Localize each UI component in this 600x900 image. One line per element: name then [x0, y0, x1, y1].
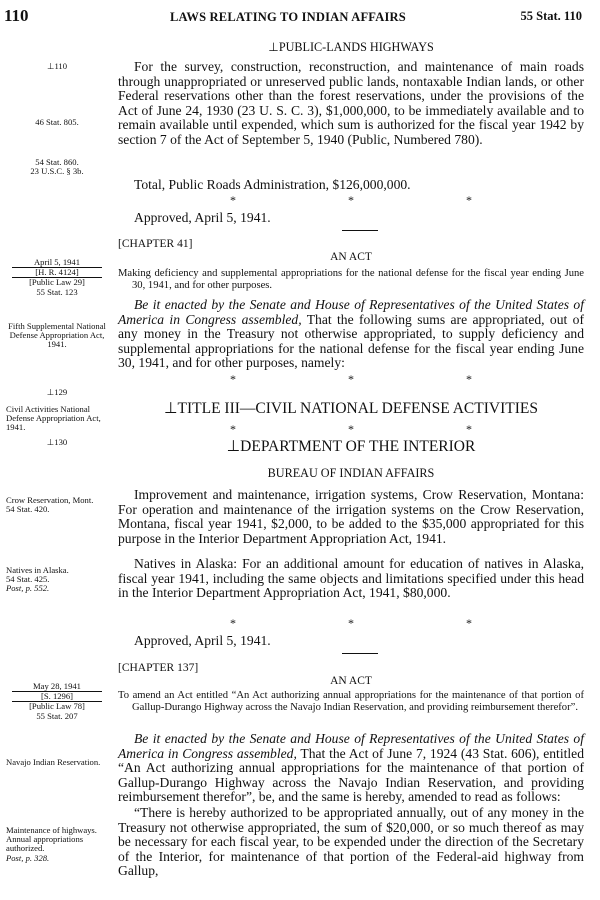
- margin-note-54-stat: 54 Stat. 860.: [35, 157, 79, 167]
- chapter-137-label: [CHAPTER 137]: [118, 662, 199, 674]
- crow-reservation-paragraph: Improvement and maintenance, irrigation systems, Crow Reservation, Montana: For operation and maintenance of the irrigation systems on the Crow Reservation, Montana, fiscal year 1941, $2,000, to be added to the $35,000 appropriated for this purpose in the Interior Department Appropriation Act, 1941.: [118, 487, 584, 546]
- chapter-137-enacting-clause: Be it enacted by the Senate and House of Representatives of the United States of America in Congress assembled, That the Act of June 7, 1924 (43 Stat. 606), entitled “An Act authorizing annual appropriations for the maintenance of that portion of Gallup-Durango Highway across the Navajo Indian Reservation, and providing reimbursement therefor”, be, and the same is hereby, amended to read as follows:: [118, 731, 584, 805]
- margin-navajo-reservation: Navajo Indian Reservation.: [6, 757, 101, 767]
- margin-date-april-5: April 5, 1941 [H. R. 4124] [Public Law 29] 55 Stat. 123: [4, 258, 110, 297]
- margin-mark-129: ⊥129: [46, 387, 68, 397]
- margin-crow-reservation: Crow Reservation, Mont. 54 Stat. 420.: [6, 495, 94, 515]
- section-heading-public-lands-highways: ⊥PUBLIC-LANDS HIGHWAYS: [268, 40, 434, 54]
- title-iii-heading: ⊥TITLE III—CIVIL NATIONAL DEFENSE ACTIVITIES: [164, 400, 538, 417]
- chapter-41-an-act: AN ACT: [330, 251, 372, 263]
- approved-line-1: Approved, April 5, 1941.: [134, 210, 271, 225]
- bureau-indian-affairs-heading: BUREAU OF INDIAN AFFAIRS: [267, 466, 435, 480]
- chapter-137-an-act: AN ACT: [330, 675, 372, 687]
- margin-fifth-supplemental: Fifth Supplemental National Defense Appropriation Act, 1941.: [8, 321, 106, 350]
- stat-reference: 55 Stat. 110: [520, 9, 582, 23]
- document-page: 110 LAWS RELATING TO INDIAN AFFAIRS 55 Stat. 110 ⊥PUBLIC-LANDS HIGHWAYS ⊥110 For the survey, construction, reconstruction, and maintenance of main roads through unappropriated or unreserved public lands, nontaxable Indian lands, or other Federal reservations other than the forest reservations, under the provisions of the Act of June 24, 1930 (23 U. S. C. 3), $1,000,000, to be immediately available and to remain available until expended, which sum is authorized for the fiscal year 1942 by section 7 of the Act of September 5, 1940 (Public, Numbered 780). 46 Stat. 805. 54 Stat. 860. 23 U.S.C. § 3b. Total, Public Roads Administration, $126,000,000. * * * Approved, April 5, 1941. [CHAPTER 41] AN ACT April 5, 1941 [H. R. 4124] [Public Law 29] 55 Stat. 123 Making deficiency and supplemental appropriations for the national defense for the fiscal year ending June 30, 1941, and for other purposes. Be it enacted by the Senate and House of Representatives of the United States of America in Congress assembled, That the following sums are appropriated, out of any money in the Treasury not otherwise appropriated, to supply deficiency and supplemental appropriations for the national defense for the fiscal year ending June 30, 1941, and for other purposes, namely: Fifth Supplemental National Defense Appropriation Act, 1941. * * * ⊥129 ⊥TITLE III—CIVIL NATIONAL DEFENSE ACTIVITIES Civil Activities National Defense Appropriation Act, 1941. * * * ⊥130 ⊥DEPARTMENT OF THE INTERIOR BUREAU OF INDIAN AFFAIRS Crow Reservation, Mont. 54 Stat. 420. Improvement and maintenance, irrigation systems, Crow Reservation, Montana: For operation and maintenance of the irrigation systems on the Crow Reservation, Montana, fiscal year 1941, $2,000, to be added to the $35,000 appropriated for this purpose in the Interior Department Appropriation Act, 1941. Natives in Alaska. 54 Stat. 425. Post, p. 552. Natives in Alaska: For an additional amount for education of natives in Alaska, fiscal year 1941, including the same objects and limitations specified under this head in the Interior Department Appropriation Act, 1941, $80,000. * * * Approved, April 5, 1941. [CHAPTER 137] AN ACT May 28, 1941 [S. 1296] [Public Law 78] 55 Stat. 207 To amend an Act entitled “An Act authorizing annual appropriations for the maintenance of that portion of Gallup-Durango Highway across the Navajo Indian Reservation, and providing reimbursement therefor”. Be it enacted by the Senate and House of Representatives of the United States of America in Congress assembled, That the Act of June 7, 1924 (43 Stat. 606), entitled “An Act authorizing annual appropriations for the maintenance of that portion of Gallup-Durango Highway across the Navajo Indian Reservation, and providing reimbursement therefor”, be, and the same is hereby, amended to read as follows: Navajo Indian Reservation. “There is hereby authorized to be appropriated annually, out of any money in the Treasury not otherwise appropriated, the sum of $20,000, or so much thereof as may be necessary for each fiscal year, to be expended under the direction of the Secretary of the Interior, for maintenance of that portion of the Federal-aid highway from Gallup, Maintenance of highways. Annual appropriations authorized. Post, p. 328.: [4, 6, 584, 879]
- chapter-41-title: Making deficiency and supplemental appropriations for the national defense for the fiscal year ending June 30, 1941, and for other purposes.: [118, 268, 584, 291]
- chapter-41-label: [CHAPTER 41]: [118, 238, 193, 250]
- page-number: 110: [4, 6, 29, 25]
- approved-line-2: Approved, April 5, 1941.: [134, 633, 271, 648]
- public-lands-paragraph: For the survey, construction, reconstruction, and maintenance of main roads through unappropriated or unreserved public lands, nontaxable Indian lands, or other Federal reservations other than the forest reservations, under the provisions of the Act of June 24, 1930 (23 U. S. C. 3), $1,000,000, to be immediately available and to remain available until expended, which sum is authorized for the fiscal year 1942 by section 7 of the Act of September 5, 1940 (Public, Numbered 780).: [118, 59, 584, 147]
- chapter-137-quoted-text: “There is hereby authorized to be appropriated annually, out of any money in the Treasury not otherwise appropriated, the sum of $20,000, or so much thereof as may be necessary for each fiscal year, to be expended under the direction of the Secretary of the Interior, for maintenance of that portion of the Federal-aid highway from Gallup,: [118, 805, 584, 879]
- margin-civil-activities: Civil Activities National Defense Appropriation Act, 1941.: [6, 404, 101, 433]
- total-public-roads: Total, Public Roads Administration, $126,000,000.: [134, 177, 411, 192]
- margin-mark-130: ⊥130: [46, 437, 68, 447]
- margin-mark-110: ⊥110: [46, 61, 68, 71]
- running-title: LAWS RELATING TO INDIAN AFFAIRS: [170, 10, 406, 24]
- chapter-41-enacting-clause: Be it enacted by the Senate and House of Representatives of the United States of America in Congress assembled, That the following sums are appropriated, out of any money in the Treasury not otherwise appropriated, to supply deficiency and supplemental appropriations for the national defense for the fiscal year ending June 30, 1941, and for other purposes, namely:: [118, 297, 584, 371]
- margin-natives-alaska: Natives in Alaska. 54 Stat. 425. Post, p. 552.: [6, 565, 69, 594]
- department-interior-heading: ⊥DEPARTMENT OF THE INTERIOR: [226, 438, 476, 455]
- margin-note-usc: 23 U.S.C. § 3b.: [30, 166, 84, 176]
- margin-maintenance-highways: Maintenance of highways. Annual appropriations authorized. Post, p. 328.: [6, 825, 97, 863]
- chapter-137-title: To amend an Act entitled “An Act authorizing annual appropriations for the maintenance of that portion of Gallup-Durango Highway across the Navajo Indian Reservation, and providing reimbursement therefor”.: [118, 690, 584, 713]
- divider-rule-1: [342, 230, 378, 231]
- margin-note-46-stat: 46 Stat. 805.: [35, 117, 79, 127]
- divider-rule-2: [342, 653, 378, 654]
- natives-alaska-paragraph: Natives in Alaska: For an additional amount for education of natives in Alaska, fiscal year 1941, including the same objects and limitations specified under this head in the Interior Department Appropriation Act, 1941, $80,000.: [118, 556, 584, 601]
- margin-date-may-28: May 28, 1941 [S. 1296] [Public Law 78] 55 Stat. 207: [4, 682, 110, 721]
